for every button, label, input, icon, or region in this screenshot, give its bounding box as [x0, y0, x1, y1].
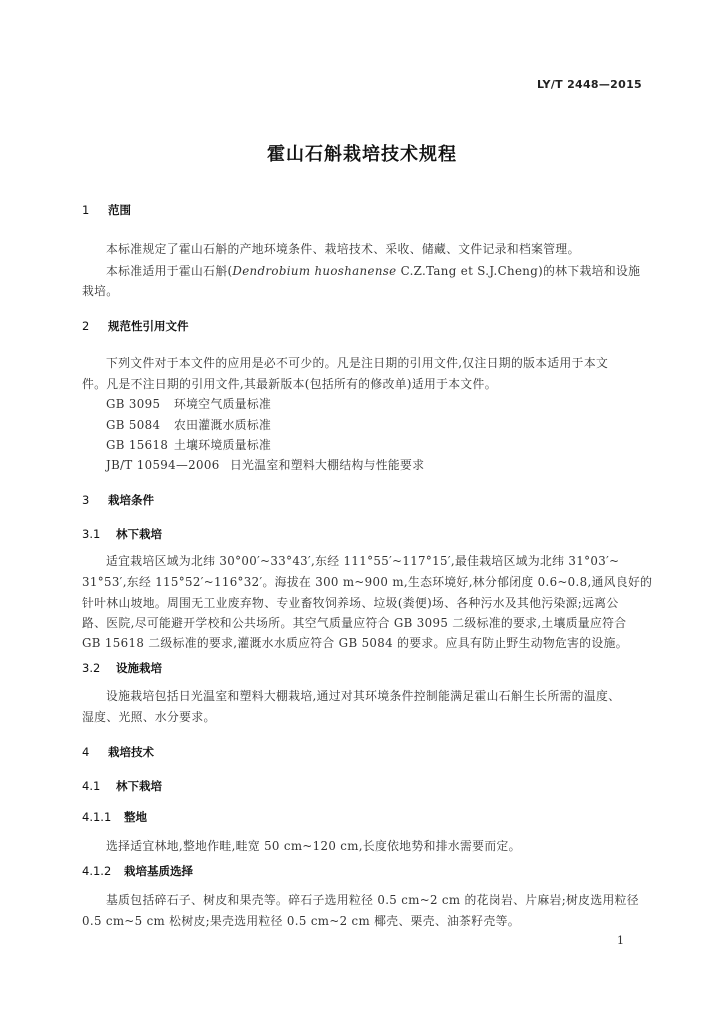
paragraph-continuation: 件。凡是不注日期的引用文件,其最新版本(包括所有的修改单)适用于本文件。	[82, 377, 497, 391]
reference-code: JB/T 10594—2006	[106, 458, 220, 472]
section-title: 林下栽培	[116, 527, 163, 541]
paragraph-continuation: 栽培。	[82, 284, 119, 298]
section-number: 3.2	[82, 661, 101, 675]
section-number: 4	[82, 745, 90, 759]
paragraph: 设施栽培包括日光温室和塑料大棚栽培,通过对其环境条件控制能满足霍山石斛生长所需的温度、	[106, 689, 621, 703]
page-number: 1	[617, 934, 624, 947]
section-title: 栽培基质选择	[124, 864, 194, 878]
section-4-heading	[82, 744, 154, 760]
paragraph: 下列文件对于本文件的应用是必不可少的。凡是注日期的引用文件,仅注日期的版本适用于本文	[106, 356, 609, 370]
reference-name: 环境空气质量标准	[174, 397, 272, 411]
paragraph	[106, 262, 640, 279]
paragraph-continuation: 针叶林山坡地。周围无工业废弃物、专业畜牧饲养场、垃圾(粪便)场、各种污水及其他污染源;远离公	[82, 596, 619, 610]
section-number: 1	[82, 203, 90, 217]
paragraph: 选择适宜林地,整地作畦,畦宽 50 cm~120 cm,长度依地势和排水需要而定。	[106, 839, 521, 853]
paragraph: 本标准规定了霍山石斛的产地环境条件、栽培技术、采收、储藏、文件记录和档案管理。	[106, 242, 580, 256]
reference-code: GB 5084	[106, 418, 161, 432]
reference-code: GB 15618	[106, 438, 169, 452]
paragraph: 适宜栽培区域为北纬 30°00′~33°43′,东经 111°55′~117°15′,最佳栽培区域为北纬 31°03′~	[106, 554, 620, 568]
reference-item	[106, 436, 271, 453]
section-title: 栽培技术	[108, 745, 155, 759]
subsection-4-1-heading	[82, 778, 162, 794]
section-number: 4.1.1	[82, 810, 112, 824]
subsection-3-2-heading	[82, 660, 162, 676]
paragraph: 基质包括碎石子、树皮和果壳等。碎石子选用粒径 0.5 cm~2 cm 的花岗岩、片麻岩;树皮选用粒径	[106, 893, 639, 907]
latin-name: Dendrobium huoshanense	[232, 264, 397, 278]
section-number: 2	[82, 319, 90, 333]
text-span: 本标准适用于霍山石斛(	[106, 264, 233, 278]
section-title: 设施栽培	[116, 661, 163, 675]
reference-item	[106, 395, 271, 412]
section-title: 林下栽培	[116, 779, 163, 793]
section-2-heading	[82, 318, 189, 334]
section-title: 整地	[124, 810, 148, 824]
paragraph-continuation: 湿度、光照、水分要求。	[82, 710, 216, 724]
paragraph-continuation: 0.5 cm~5 cm 松树皮;果壳选用粒径 0.5 cm~2 cm 椰壳、栗壳、油茶籽壳等。	[82, 914, 520, 928]
reference-name: 农田灌溉水质标准	[174, 418, 272, 432]
standard-code: LY/T 2448—2015	[536, 78, 642, 91]
section-number: 3.1	[82, 527, 101, 541]
reference-name: 土壤环境质量标准	[174, 438, 272, 452]
section-title: 栽培条件	[108, 493, 155, 507]
reference-code: GB 3095	[106, 397, 161, 411]
document-title: 霍山石斛栽培技术规程	[267, 144, 457, 165]
subsection-3-1-heading	[82, 526, 162, 542]
paragraph-continuation: 路、医院,尽可能避开学校和公共场所。其空气质量应符合 GB 3095 二级标准的要求,土壤质量应符合	[82, 616, 627, 630]
section-title: 规范性引用文件	[108, 319, 189, 333]
paragraph-continuation: 31°53′,东经 115°52′~116°32′。海拔在 300 m~900 m,生态环境好,林分郁闭度 0.6~0.8,通风良好的	[82, 575, 653, 589]
reference-item	[106, 416, 271, 433]
section-number: 4.1.2	[82, 864, 112, 878]
subsection-4-1-1-heading	[82, 809, 147, 825]
section-1-heading	[82, 202, 131, 218]
text-span: C.Z.Tang et S.J.Cheng)的林下栽培和设施	[396, 264, 641, 278]
section-title: 范围	[108, 203, 132, 217]
paragraph-continuation: GB 15618 二级标准的要求,灌溉水水质应符合 GB 5084 的要求。应具有防止野生动物危害的设施。	[82, 636, 628, 650]
reference-item	[106, 456, 424, 473]
reference-name: 日光温室和塑料大棚结构与性能要求	[230, 458, 425, 472]
subsection-4-1-2-heading	[82, 863, 193, 879]
section-number: 4.1	[82, 779, 101, 793]
section-3-heading	[82, 492, 154, 508]
section-number: 3	[82, 493, 90, 507]
